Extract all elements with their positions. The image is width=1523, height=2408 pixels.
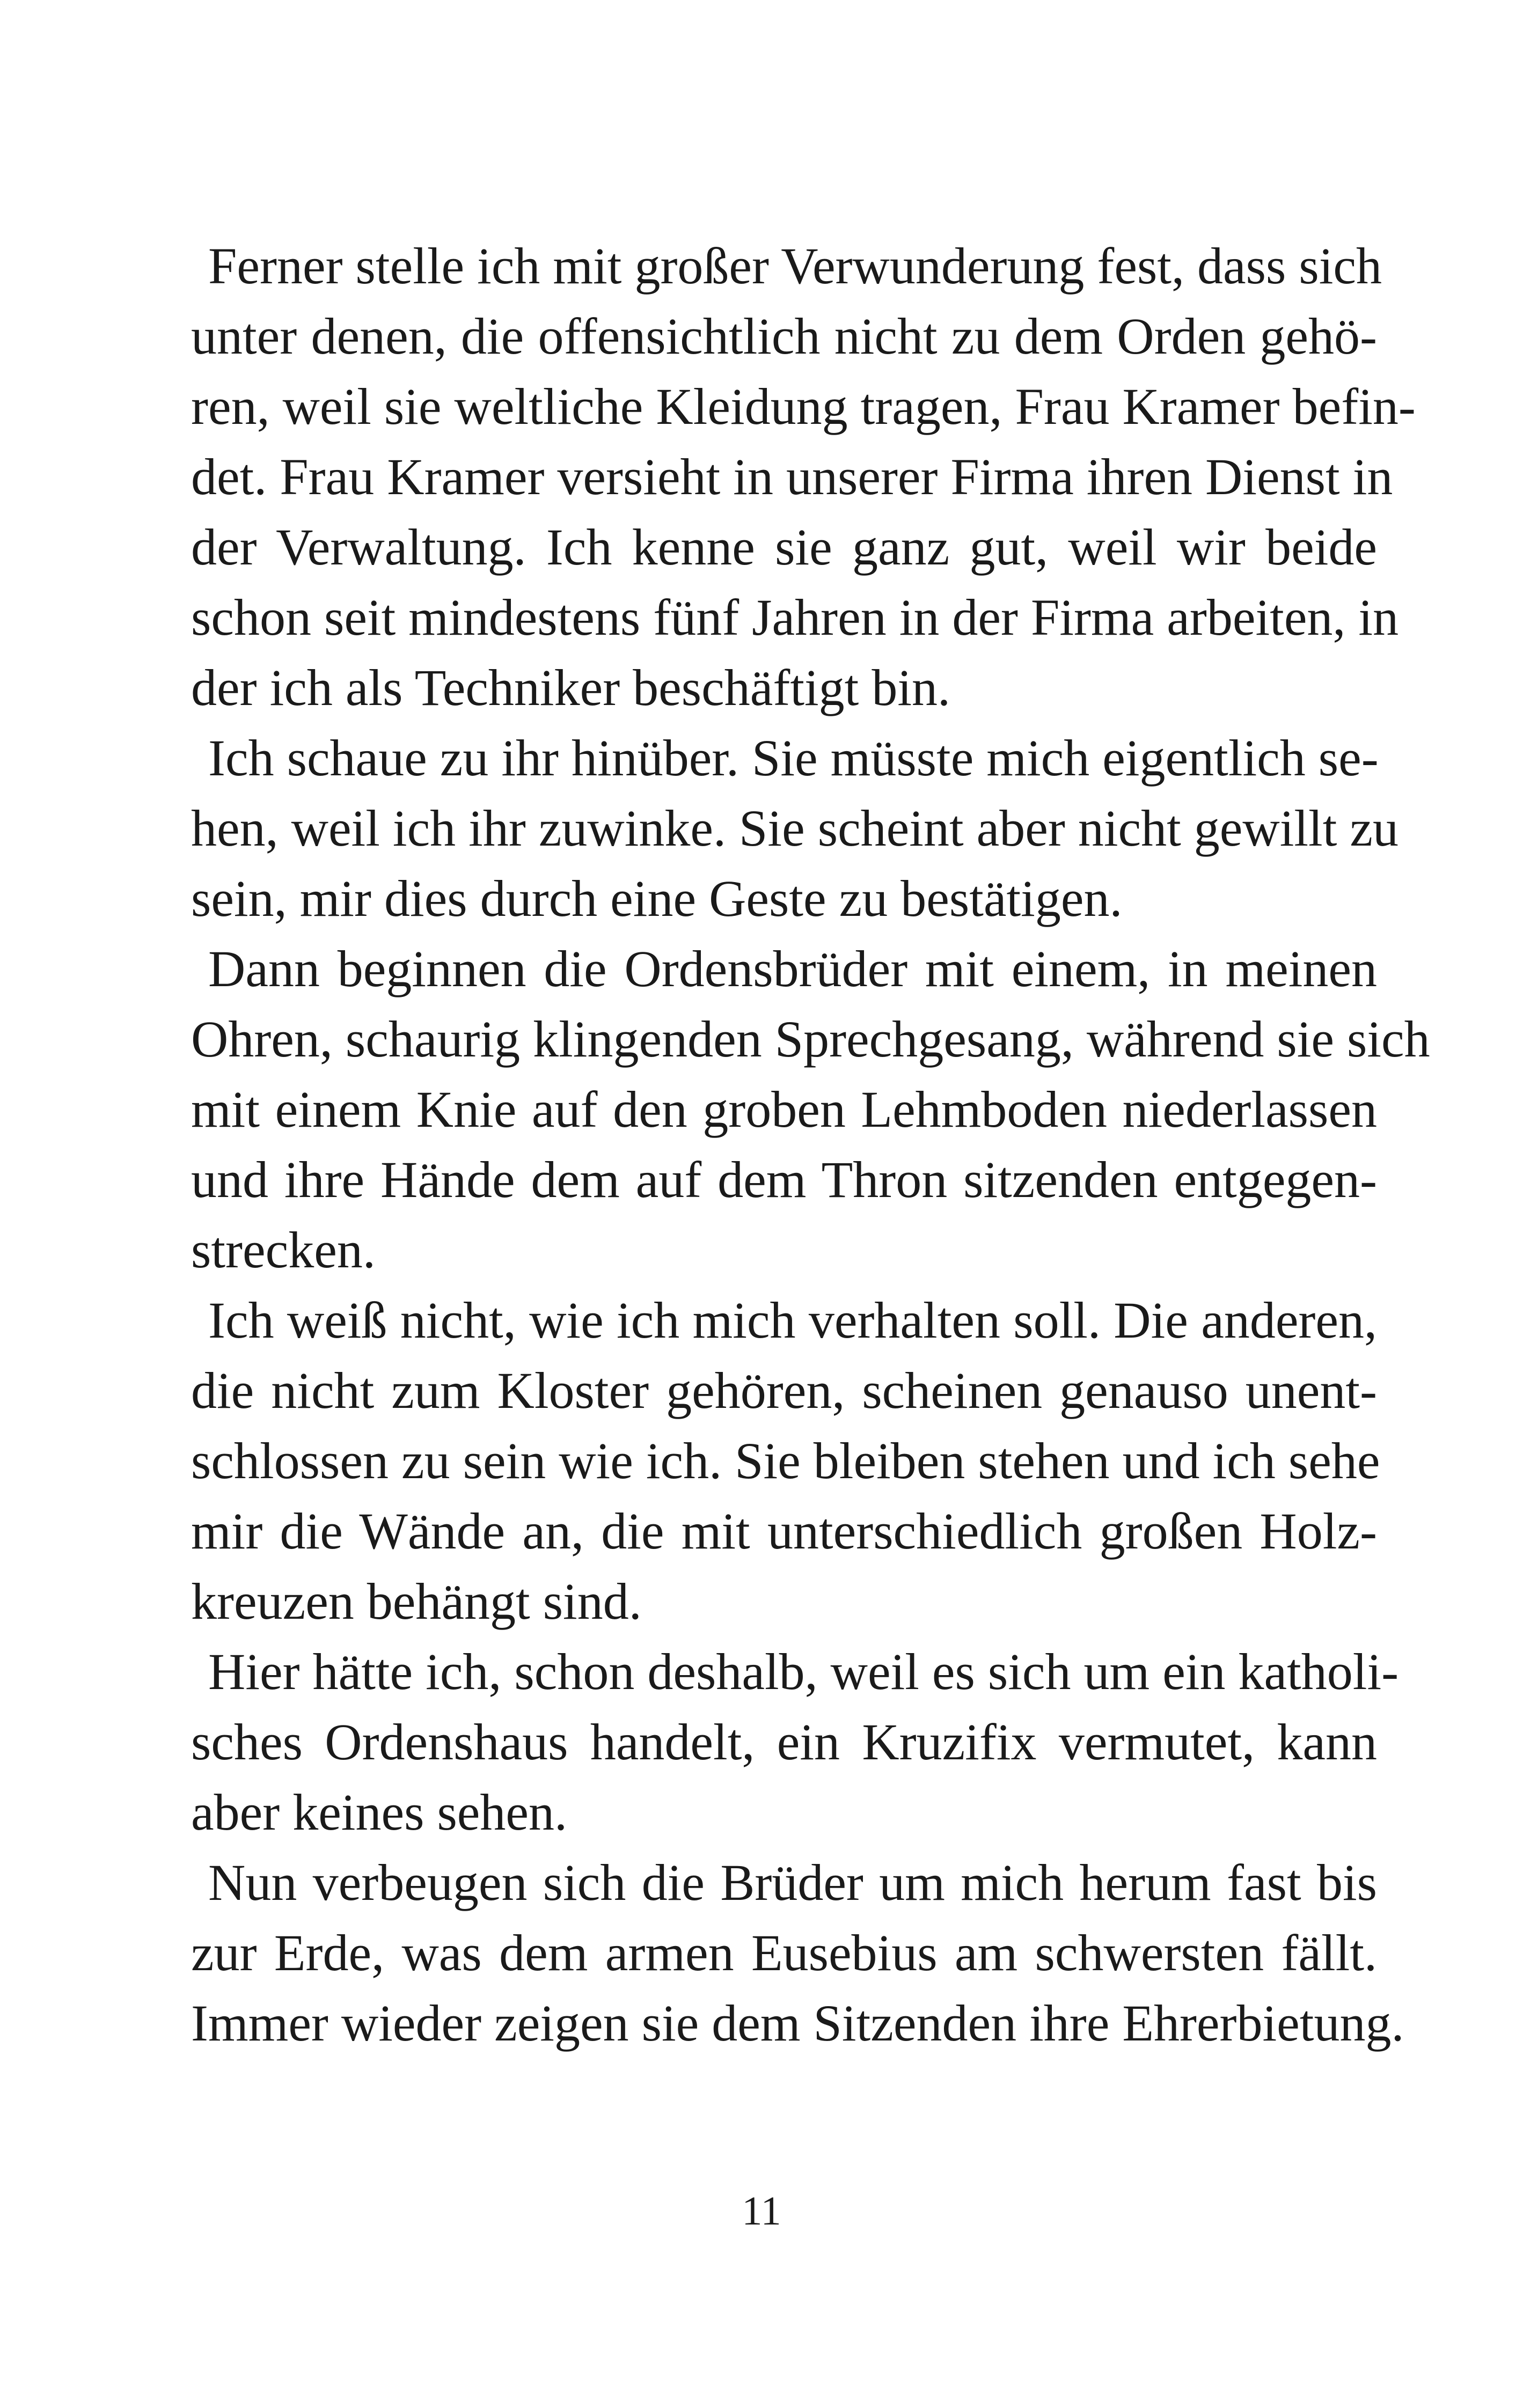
text-line: schon seit mindestens fünf Jahren in der Firma arbeiten, in — [191, 589, 1399, 646]
text-line: aber keines sehen. — [191, 1783, 568, 1841]
text-line: Immer wieder zeigen sie dem Sitzenden ihre Ehrerbietung. — [191, 1994, 1404, 2052]
text-line: det. Frau Kramer versieht in unserer Firma ihren Dienst in — [191, 448, 1393, 505]
text-line: die nicht zum Kloster gehören, scheinen genauso unent- — [191, 1362, 1377, 1419]
text-line: zur Erde, was dem armen Eusebius am schwersten fällt. — [191, 1924, 1377, 1981]
text-line: strecken. — [191, 1221, 376, 1279]
text-line: mir die Wände an, die mit unterschiedlich großen Holz- — [191, 1502, 1377, 1560]
text-line: Hier hätte ich, schon deshalb, weil es sich um ein katholi- — [208, 1643, 1399, 1700]
text-line: und ihre Hände dem auf dem Thron sitzenden entgegen- — [191, 1151, 1377, 1208]
text-line: Nun verbeugen sich die Brüder um mich herum fast bis — [208, 1854, 1377, 1911]
text-line: der ich als Techniker beschäftigt bin. — [191, 659, 951, 716]
text-line: ren, weil sie weltliche Kleidung tragen, Frau Kramer befin- — [191, 378, 1416, 435]
text-line: der Verwaltung. Ich kenne sie ganz gut, weil wir beide — [191, 518, 1377, 576]
body-text — [191, 231, 1430, 2058]
text-line: unter denen, die offensichtlich nicht zu dem Orden gehö- — [191, 307, 1377, 365]
text-line: Dann beginnen die Ordensbrüder mit einem, in meinen — [208, 940, 1377, 997]
text-line: Ferner stelle ich mit großer Verwunderung fest, dass sich — [208, 237, 1382, 295]
text-line: mit einem Knie auf den groben Lehmboden niederlassen — [191, 1081, 1377, 1138]
page-number: 11 — [742, 2189, 781, 2234]
text-line: sein, mir dies durch eine Geste zu bestätigen. — [191, 870, 1123, 927]
text-line: Ich weiß nicht, wie ich mich verhalten soll. Die anderen, — [208, 1291, 1377, 1349]
text-line: hen, weil ich ihr zuwinke. Sie scheint aber nicht gewillt zu — [191, 799, 1398, 857]
text-line: sches Ordenshaus handelt, ein Kruzifix vermutet, kann — [191, 1713, 1377, 1771]
text-line: schlossen zu sein wie ich. Sie bleiben stehen und ich sehe — [191, 1432, 1380, 1489]
text-line: Ich schaue zu ihr hinüber. Sie müsste mich eigentlich se- — [208, 729, 1379, 787]
text-line: kreuzen behängt sind. — [191, 1573, 642, 1630]
text-line: Ohren, schaurig klingenden Sprechgesang, während sie sich — [191, 1010, 1430, 1068]
